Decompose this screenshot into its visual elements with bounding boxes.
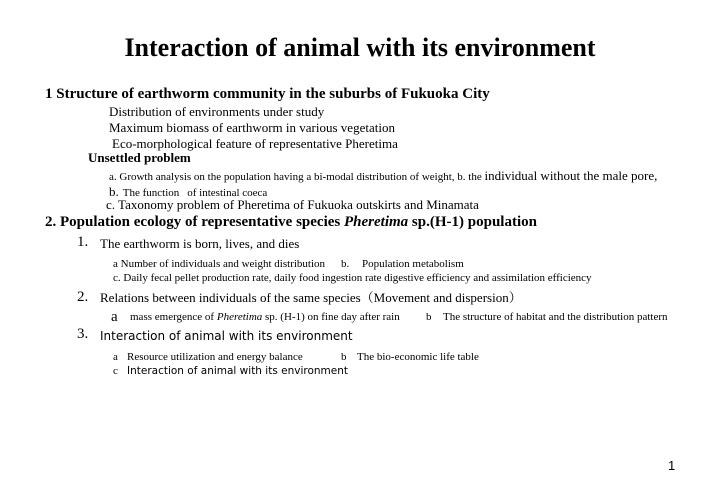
unsettled-item-c: c. Taxonomy problem of Pheretima of Fukuoka outskirts and Minamata bbox=[106, 197, 479, 212]
point-1-sub-c: c. Daily fecal pellet production rate, daily food ingestion rate digestive efficiency and assimilation efficiency bbox=[113, 272, 592, 284]
point-3-text: Interaction of animal with its environment bbox=[100, 329, 353, 343]
point-2-sub-a-post: sp. (H-1) on fine day after rain bbox=[265, 311, 400, 323]
point-1-text: The earthworm is born, lives, and dies bbox=[100, 236, 300, 251]
point-2-sub-a-species: Pheretima bbox=[216, 311, 263, 323]
point-3-sub-a-letter: a bbox=[113, 351, 118, 363]
point-1-sub-b-letter: b. bbox=[341, 258, 350, 270]
point-3-sub-b: The bio-economic life table bbox=[357, 351, 479, 363]
point-2-sub-a bbox=[130, 312, 400, 323]
section1-item-2: Maximum biomass of earthworm in various vegetation bbox=[109, 120, 395, 135]
point-2-number: 2. bbox=[77, 289, 89, 305]
unsettled-problem-label: Unsettled problem bbox=[88, 150, 191, 165]
point-3-sub-a: Resource utilization and energy balance bbox=[127, 351, 303, 363]
section2-heading bbox=[45, 215, 537, 230]
point-2-text: Relations between individuals of the same species（Movement and dispersion） bbox=[100, 290, 522, 305]
unsettled-item-b-prefix: b. bbox=[109, 184, 119, 199]
unsettled-item-b-text: The function bbox=[122, 187, 180, 199]
point-3-number: 3. bbox=[77, 326, 89, 342]
section1-heading: 1 Structure of earthworm community in the suburbs of Fukuoka City bbox=[45, 86, 490, 102]
point-1-sub-b: Population metabolism bbox=[362, 258, 464, 270]
point-1-number: 1. bbox=[77, 234, 89, 250]
section2-heading-pre: 2. Population ecology of representative species bbox=[45, 214, 341, 230]
unsettled-item-a-text: a. Growth analysis on the population having a bi-modal distribution of weight, b. the bbox=[109, 171, 482, 183]
point-3-sub-c-letter: c bbox=[113, 365, 118, 377]
point-2-sub-b-letter: b bbox=[426, 311, 432, 323]
unsettled-item-b-text2: of intestinal coeca bbox=[187, 187, 268, 199]
slide-title: Interaction of animal with its environment bbox=[124, 33, 596, 62]
section1-item-1: Distribution of environments under study bbox=[109, 104, 325, 119]
page-number: 1 bbox=[668, 458, 676, 473]
point-3-sub-b-letter: b bbox=[341, 351, 347, 363]
point-2-sub-b: The structure of habitat and the distribution pattern bbox=[443, 311, 668, 323]
point-1-sub-a: a Number of individuals and weight distribution bbox=[113, 258, 326, 270]
point-2-sub-a-letter: a bbox=[111, 309, 118, 325]
unsettled-item-a bbox=[109, 169, 657, 183]
point-3-sub-c: Interaction of animal with its environment bbox=[127, 365, 349, 377]
section2-heading-species: Pheretima bbox=[344, 214, 409, 230]
section2-heading-post: sp.(H-1) population bbox=[411, 214, 537, 230]
section1-item-3: Eco-morphological feature of representative Pheretima bbox=[112, 136, 398, 151]
unsettled-item-a-tail: individual without the male pore, bbox=[484, 168, 658, 183]
point-2-sub-a-pre: mass emergence of bbox=[130, 311, 215, 323]
